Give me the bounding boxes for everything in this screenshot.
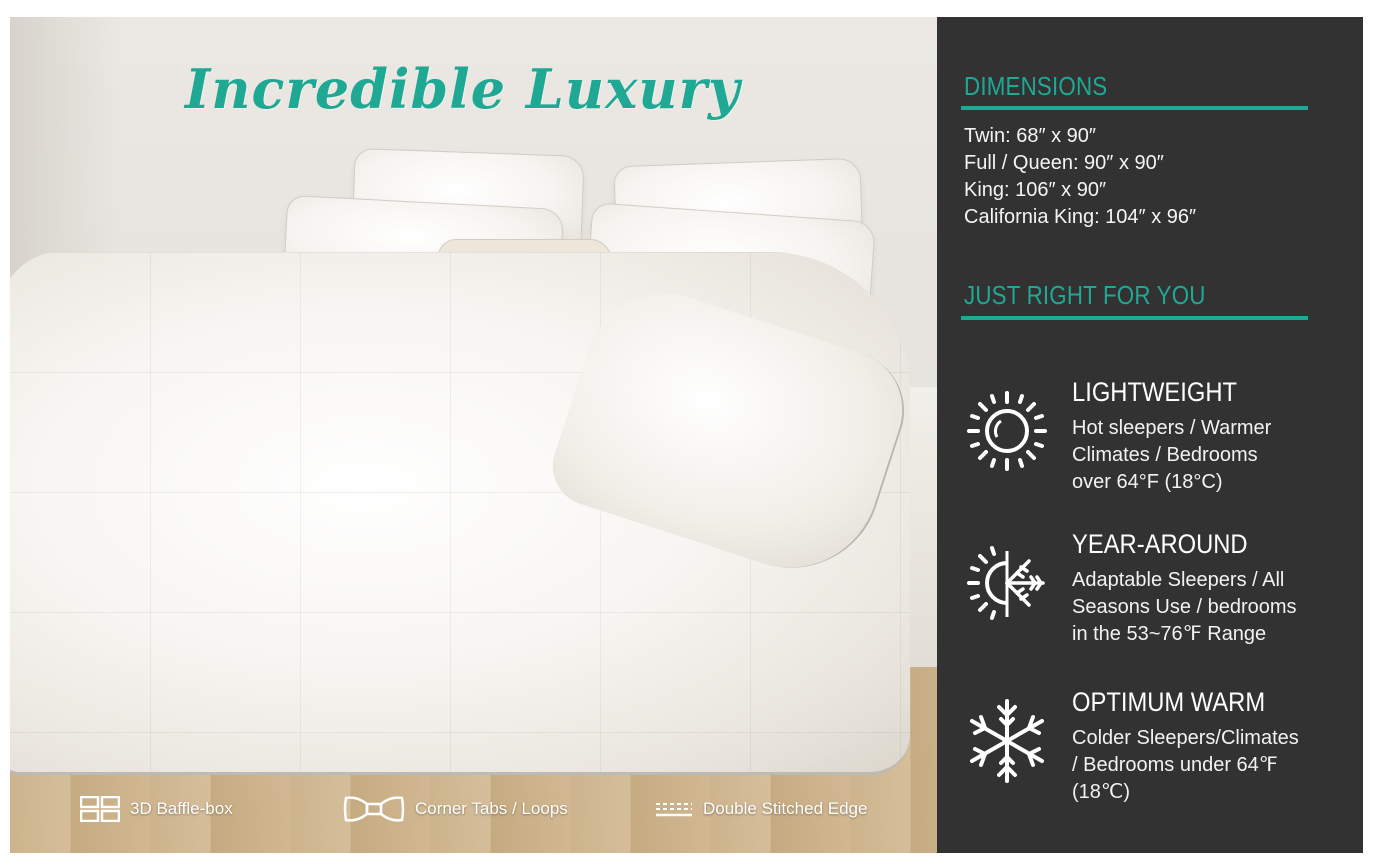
description-line: / Bedrooms under 64℉ bbox=[1072, 754, 1278, 776]
bedroom-photo bbox=[10, 17, 937, 853]
climate-title: OPTIMUM WARM bbox=[1072, 687, 1266, 717]
info-panel bbox=[937, 17, 1363, 853]
feature-baffle-box bbox=[80, 795, 233, 823]
description-line: Hot sleepers / Warmer bbox=[1072, 417, 1272, 439]
dimension-line: Full / Queen: 90″ x 90″ bbox=[964, 152, 1164, 174]
dimension-line: Twin: 68″ x 90″ bbox=[964, 125, 1097, 147]
sun-snowflake-icon bbox=[961, 537, 1053, 629]
dimensions-rule bbox=[961, 106, 1308, 110]
climate-optimum-warm bbox=[961, 687, 1341, 817]
climate-description bbox=[1072, 725, 1342, 806]
feature-stitched-edge bbox=[655, 795, 867, 823]
baffle-box-icon bbox=[80, 796, 120, 822]
climate-year-around bbox=[961, 529, 1341, 659]
feature-label: Double Stitched Edge bbox=[703, 799, 868, 818]
stitched-edge-icon bbox=[655, 799, 693, 819]
snowflake-icon bbox=[961, 695, 1053, 787]
dimensions-list bbox=[964, 123, 1196, 231]
headline: Incredible Luxury bbox=[185, 57, 741, 121]
dimension-line: California King: 104″ x 96″ bbox=[964, 206, 1197, 228]
description-line: over 64°F (18°C) bbox=[1072, 471, 1223, 493]
climate-description bbox=[1072, 415, 1342, 496]
dimensions-title: DIMENSIONS bbox=[964, 71, 1108, 101]
product-banner bbox=[10, 17, 1363, 853]
fit-title: JUST RIGHT FOR YOU bbox=[964, 280, 1206, 310]
description-line: Adaptable Sleepers / All bbox=[1072, 569, 1285, 591]
climate-lightweight bbox=[961, 377, 1341, 507]
climate-title: YEAR-AROUND bbox=[1072, 529, 1248, 559]
dimension-line: King: 106″ x 90″ bbox=[964, 179, 1107, 201]
description-line: Climates / Bedrooms bbox=[1072, 444, 1258, 466]
climate-title: LIGHTWEIGHT bbox=[1072, 377, 1237, 407]
fit-rule bbox=[961, 316, 1308, 320]
description-line: Colder Sleepers/Climates bbox=[1072, 727, 1299, 749]
climate-description bbox=[1072, 567, 1342, 648]
feature-label: Corner Tabs / Loops bbox=[415, 799, 568, 818]
description-line: Seasons Use / bedrooms bbox=[1072, 596, 1297, 618]
sun-icon bbox=[961, 385, 1053, 477]
feature-corner-tabs bbox=[343, 795, 568, 823]
corner-tab-icon bbox=[343, 794, 405, 824]
description-line: in the 53~76℉ Range bbox=[1072, 623, 1267, 645]
feature-label: 3D Baffle-box bbox=[130, 799, 233, 818]
description-line: (18℃) bbox=[1072, 781, 1131, 803]
features-bar bbox=[10, 785, 937, 833]
